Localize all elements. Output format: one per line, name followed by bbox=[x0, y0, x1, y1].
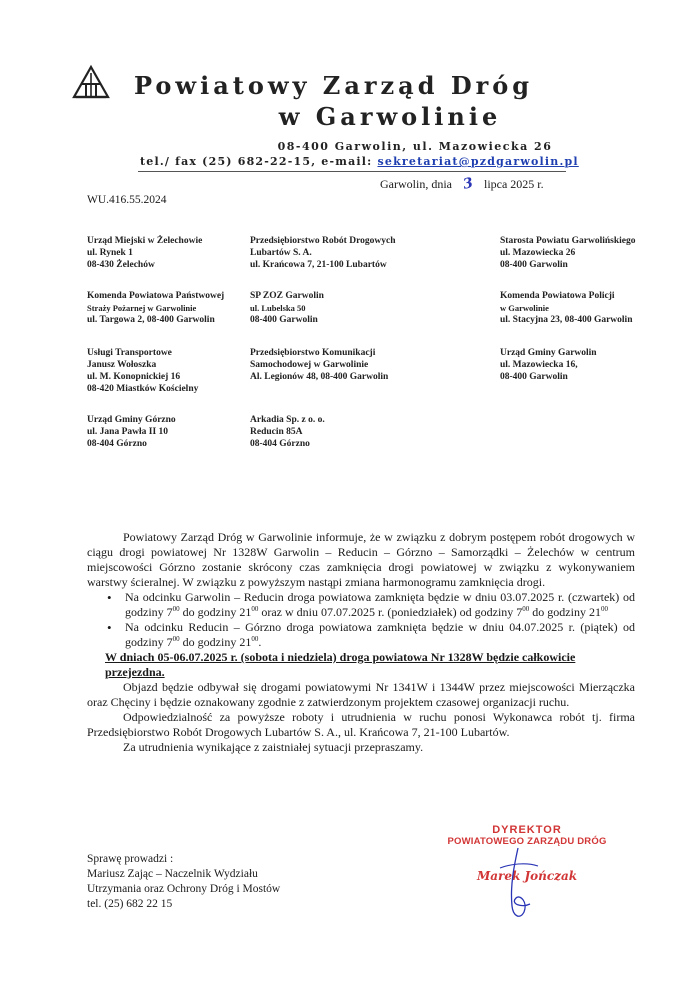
org-address: 08-400 Garwolin, ul. Mazowiecka 26 bbox=[277, 140, 553, 153]
time-superscript: 00 bbox=[600, 605, 608, 613]
addressee-line: Starosta Powiatu Garwolińskiego bbox=[500, 236, 636, 246]
detour-paragraph: Objazd będzie odbywał się drogami powiatowymi Nr 1341W i 1344W przez miejscowości Mierzączka oraz Chęciny i będzie oznakowany zgodnie z zatwierdzonym projektem czasowej organizacji ruchu. bbox=[87, 680, 635, 709]
closure-text: Na odcinku Reducin – Górzno droga powiatowa zamknięta będzie w dniu 04.07.2025 r. (piątek) od godziny 7 bbox=[125, 620, 635, 649]
handler-line: Utrzymania oraz Ochrony Dróg i Mostów bbox=[87, 883, 281, 895]
closure-text: . bbox=[258, 635, 262, 649]
addressee-line: Urząd Miejski w Żelechowie bbox=[87, 236, 203, 246]
addressee-line: SP ZOZ Garwolin bbox=[250, 291, 324, 301]
addressee-line: Samochodowej w Garwolinie bbox=[250, 360, 369, 370]
addressee-line: 08-420 Miastków Kościelny bbox=[87, 384, 199, 394]
time-superscript: 00 bbox=[172, 635, 180, 643]
addressee-line: ul. Rynek 1 bbox=[87, 248, 133, 258]
email-link[interactable]: sekretariat@pzdgarwolin.pl bbox=[377, 155, 579, 168]
reference-number: WU.416.55.2024 bbox=[87, 194, 167, 206]
addressee bbox=[500, 347, 597, 383]
addressee-line: ul. Targowa 2, 08-400 Garwolin bbox=[87, 315, 215, 325]
stamp-name: Marek Jończak bbox=[476, 869, 578, 883]
org-name-line1: Powiatowy Zarząd Dróg bbox=[134, 71, 534, 100]
addressee-line: ul. Mazowiecka 16, bbox=[500, 360, 578, 370]
time-superscript: 00 bbox=[522, 605, 530, 613]
closure-item bbox=[105, 620, 635, 650]
closure-text: do godziny 21 bbox=[179, 605, 252, 619]
addressee-line: Al. Legionów 48, 08-400 Garwolin bbox=[250, 372, 389, 382]
closure-text: do godziny 21 bbox=[529, 605, 601, 619]
addressee-line: Arkadia Sp. z o. o. bbox=[250, 415, 325, 425]
addressee-line: 08-400 Garwolin bbox=[250, 315, 318, 325]
addressee bbox=[500, 235, 635, 271]
addressee bbox=[87, 235, 202, 271]
place-date-prefix: Garwolin, dnia bbox=[380, 177, 452, 191]
addressee-line: ul. Lubelska 50 bbox=[250, 303, 306, 313]
addressee bbox=[87, 347, 198, 395]
addressee-line: w Garwolinie bbox=[500, 303, 549, 313]
addressee-line: 08-400 Garwolin bbox=[500, 372, 568, 382]
addressee-line: Urząd Gminy Garwolin bbox=[500, 348, 597, 358]
org-contact bbox=[140, 155, 579, 168]
addressee bbox=[250, 414, 325, 450]
contact-phone: tel./ fax (25) 682-22-15, e-mail: bbox=[140, 155, 378, 168]
handler-line: Sprawę prowadzi : bbox=[87, 853, 174, 865]
addressee-line: Komenda Powiatowa Państwowej bbox=[87, 291, 225, 301]
addressee-line: Urząd Gminy Górzno bbox=[87, 415, 176, 425]
addressee-line: ul. M. Konopnickiej 16 bbox=[87, 372, 181, 382]
addressee-line: Usługi Transportowe bbox=[87, 348, 172, 358]
addressee-line: Lubartów S. A. bbox=[250, 248, 312, 258]
apology-paragraph: Za utrudnienia wynikające z zaistniałej sytuacji przepraszamy. bbox=[123, 740, 424, 754]
handwritten-signature bbox=[480, 846, 560, 926]
addressee-line: Straży Pożarnej w Garwolinie bbox=[87, 303, 197, 313]
intro-paragraph: Powiatowy Zarząd Dróg w Garwolinie informuje, że w związku z dobrym postępem robót drogowych w ciągu drogi powiatowej Nr 1328W Garwolin – Reducin – Górzno – Samorządki – Żelechów w centrum miejscowości Górzno zostanie skrócony czas zamknięcia drogi powiatowej w związku z wykonywaniem warstwy ścieralnej. W związku z powyższym nastąpi zmiana harmonogramu zamknięcia drogi. bbox=[87, 530, 635, 589]
place-date bbox=[380, 176, 544, 192]
addressee-line: 08-400 Garwolin bbox=[500, 260, 568, 270]
time-superscript: 00 bbox=[172, 605, 180, 613]
time-superscript: 00 bbox=[251, 635, 259, 643]
addressee-line: Janusz Wołoszka bbox=[87, 360, 157, 370]
addressee-line: ul. Stacyjna 23, 08-400 Garwolin bbox=[500, 315, 633, 325]
header-divider bbox=[138, 171, 566, 172]
responsibility-paragraph: Odpowiedzialność za powyższe roboty i utrudnienia w ruchu ponosi Wykonawca robót tj. firma Przedsiębiorstwo Robót Drogowych Lubartów S. A., ul. Krańcowa 7, 21-100 Lubartów. bbox=[87, 710, 635, 739]
closure-text: do godziny 21 bbox=[179, 635, 252, 649]
place-date-suffix: lipca 2025 r. bbox=[483, 177, 544, 191]
addressee bbox=[500, 290, 632, 326]
addressee-line: ul. Jana Pawła II 10 bbox=[87, 427, 169, 437]
open-road-notice: W dniach 05-06.07.2025 r. (sobota i niedziela) droga powiatowa Nr 1328W będzie całkowicie przejezdna. bbox=[105, 650, 576, 679]
addressee-line: ul. Mazowiecka 26 bbox=[500, 248, 576, 258]
addressee-line: 08-404 Górzno bbox=[250, 439, 310, 449]
addressee-line: ul. Krańcowa 7, 21-100 Lubartów bbox=[250, 260, 387, 270]
addressee bbox=[87, 290, 224, 326]
addressee bbox=[87, 414, 176, 450]
handler-line: Mariusz Zając – Naczelnik Wydziału bbox=[87, 868, 258, 880]
org-name-line2: w Garwolinie bbox=[278, 102, 502, 131]
case-handler bbox=[87, 852, 280, 912]
stamp-subtitle: POWIATOWEGO ZARZĄDU DRÓG bbox=[447, 836, 607, 847]
handwritten-day: 3 bbox=[461, 175, 475, 193]
time-superscript: 00 bbox=[251, 605, 259, 613]
addressee bbox=[250, 290, 324, 326]
stamp-title: DYREKTOR bbox=[492, 824, 562, 836]
addressee-line: Reducin 85A bbox=[250, 427, 303, 437]
pzd-logo-icon bbox=[72, 64, 110, 100]
closure-text: oraz w dniu 07.07.2025 r. (poniedziałek) od godziny 7 bbox=[258, 605, 523, 619]
letter-body bbox=[87, 530, 635, 755]
addressee-line: Przedsiębiorstwo Komunikacji bbox=[250, 348, 376, 358]
closure-list bbox=[105, 590, 635, 650]
addressee bbox=[250, 235, 395, 271]
closure-text: Na odcinku Garwolin – Reducin droga powiatowa zamknięta będzie w dniu 03.07.2025 r. (czwartek) od godziny 7 bbox=[125, 590, 635, 619]
addressee-line: 08-404 Górzno bbox=[87, 439, 147, 449]
addressee-line: 08-430 Żelechów bbox=[87, 260, 155, 270]
addressee-line: Przedsiębiorstwo Robót Drogowych bbox=[250, 236, 396, 246]
addressee bbox=[250, 347, 388, 383]
handler-line: tel. (25) 682 22 15 bbox=[87, 898, 173, 910]
closure-item bbox=[105, 590, 635, 620]
addressee-line: Komenda Powiatowa Policji bbox=[500, 291, 615, 301]
